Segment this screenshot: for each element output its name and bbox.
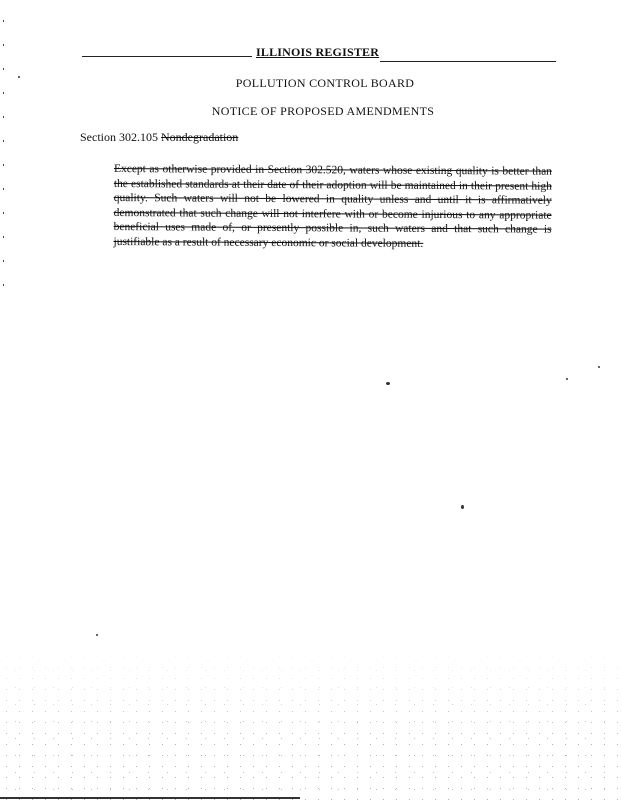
- scan-bottom-edge: [0, 797, 300, 799]
- section-number: Section 302.105: [80, 130, 158, 144]
- section-title-struck: Nondegradation: [161, 130, 239, 144]
- scan-speck: [18, 76, 20, 78]
- scan-speck: [598, 366, 600, 368]
- scan-margin-marks: [3, 20, 4, 300]
- scan-speck: [96, 634, 98, 636]
- section-heading: [80, 130, 238, 145]
- scan-speck: [461, 505, 464, 509]
- scan-speck: [566, 378, 568, 380]
- scan-noise: [0, 640, 622, 800]
- header-rule-left: [82, 56, 252, 57]
- header-rule-right: [380, 61, 556, 62]
- scan-speck: [386, 382, 390, 385]
- register-header: ILLINOIS REGISTER: [256, 45, 380, 59]
- board-heading: POLLUTION CONTROL BOARD: [235, 76, 415, 90]
- struck-paragraph: Except as otherwise provided in Section 302.520, waters whose existing quality is better than the established standards at their date of their adoption will be maintained in their present high quality. Such waters will not be lowered in quality unless and until it is affirmatively demonstrated that such change will not interfere with or become injurious to any appropriate beneficial uses made of, or presently possible in, such waters and that such change is justifiable as a result of necessary economic or social development.: [113, 162, 552, 250]
- notice-heading: NOTICE OF PROPOSED AMENDMENTS: [211, 104, 435, 118]
